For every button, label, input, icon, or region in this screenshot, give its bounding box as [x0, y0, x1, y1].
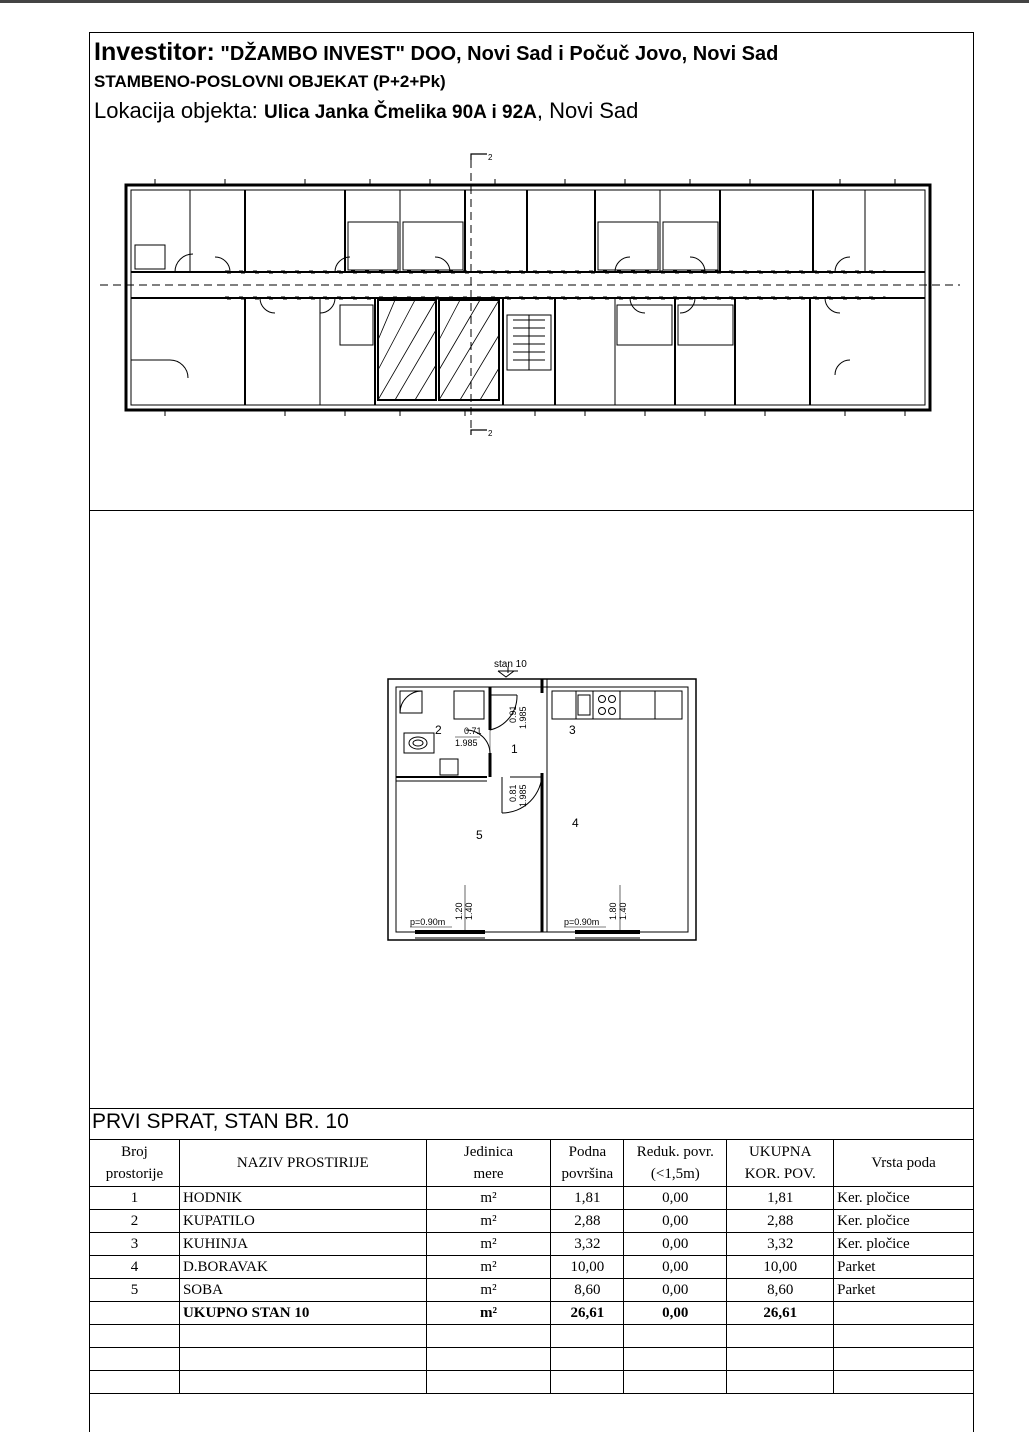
location-city: , Novi Sad [536, 98, 639, 123]
room-number-5: 5 [476, 828, 483, 842]
object-title: STAMBENO-POSLOVNI OBJEKAT (P+2+Pk) [94, 72, 446, 91]
investor-label: Investitor: [94, 38, 215, 66]
unit-label: stan 10 [494, 659, 527, 670]
section-mark-top: 2 [488, 153, 493, 162]
header-vrsta: Vrsta poda [834, 1140, 974, 1187]
table-total-row: UKUPNO STAN 10 m² 26,61 0,00 26,61 [90, 1302, 974, 1325]
location-line [94, 98, 638, 124]
door-entry-height: 1.985 [518, 706, 528, 729]
window-right-height: 1.40 [618, 902, 628, 920]
table-row: 5 SOBA m² 8,60 0,00 8,60 Parket [90, 1279, 974, 1302]
header-jedinica: Jedinica mere [426, 1140, 551, 1187]
location-street: Ulica Janka Čmelika 90A i 92A [264, 102, 537, 123]
header-naziv: NAZIV PROSTIRIJE [179, 1140, 426, 1187]
table-row: 2 KUPATILO m² 2,88 0,00 2,88 Ker. pločice [90, 1210, 974, 1233]
room-number-3: 3 [569, 723, 576, 737]
header-reduk: Reduk. povr. (<1,5m) [624, 1140, 727, 1187]
sill-left: p=0.90m [410, 917, 446, 927]
table-divider [89, 1108, 974, 1109]
location-label: Lokacija objekta: [94, 98, 258, 123]
room-number-1: 1 [511, 742, 518, 756]
investor-value: "DŽAMBO INVEST" DOO, Novi Sad i Počuč Jovo, Novi Sad [220, 43, 779, 65]
door-room-width: 0.81 [508, 784, 518, 802]
rooms-table [89, 1139, 974, 1394]
table-row: 4 D.BORAVAK m² 10,00 0,00 10,00 Parket [90, 1256, 974, 1279]
table-empty-row [90, 1348, 974, 1371]
header-podna: Podna površina [551, 1140, 624, 1187]
door-bath-height: 1.985 [455, 738, 478, 748]
table-row: 3 KUHINJA m² 3,32 0,00 3,32 Ker. pločice [90, 1233, 974, 1256]
door-room-height: 1.985 [518, 784, 528, 807]
table-title: PRVI SPRAT, STAN BR. 10 [92, 1110, 349, 1133]
unit-floor-plan [380, 655, 710, 950]
table-row: 1 HODNIK m² 1,81 0,00 1,81 Ker. pločice [90, 1187, 974, 1210]
window-right-width: 1.80 [608, 902, 618, 920]
section-divider [89, 510, 974, 511]
window-left-width: 1.20 [454, 902, 464, 920]
window-left-height: 1.40 [464, 902, 474, 920]
header-broj: Broj prostorije [90, 1140, 180, 1187]
table-empty-row [90, 1371, 974, 1394]
sill-right: p=0.90m [564, 917, 600, 927]
section-mark-bottom: 2 [488, 429, 493, 438]
room-number-4: 4 [572, 816, 579, 830]
building-floor-plan [95, 150, 965, 450]
table-header-row [90, 1140, 974, 1187]
room-number-2: 2 [435, 723, 442, 737]
investor-line [94, 38, 778, 67]
header-ukupna: UKUPNA KOR. POV. [727, 1140, 834, 1187]
table-empty-row [90, 1325, 974, 1348]
door-entry-width: 0.91 [508, 705, 518, 723]
top-border-line [0, 0, 1029, 3]
door-bath-width: 0.71 [464, 726, 482, 736]
